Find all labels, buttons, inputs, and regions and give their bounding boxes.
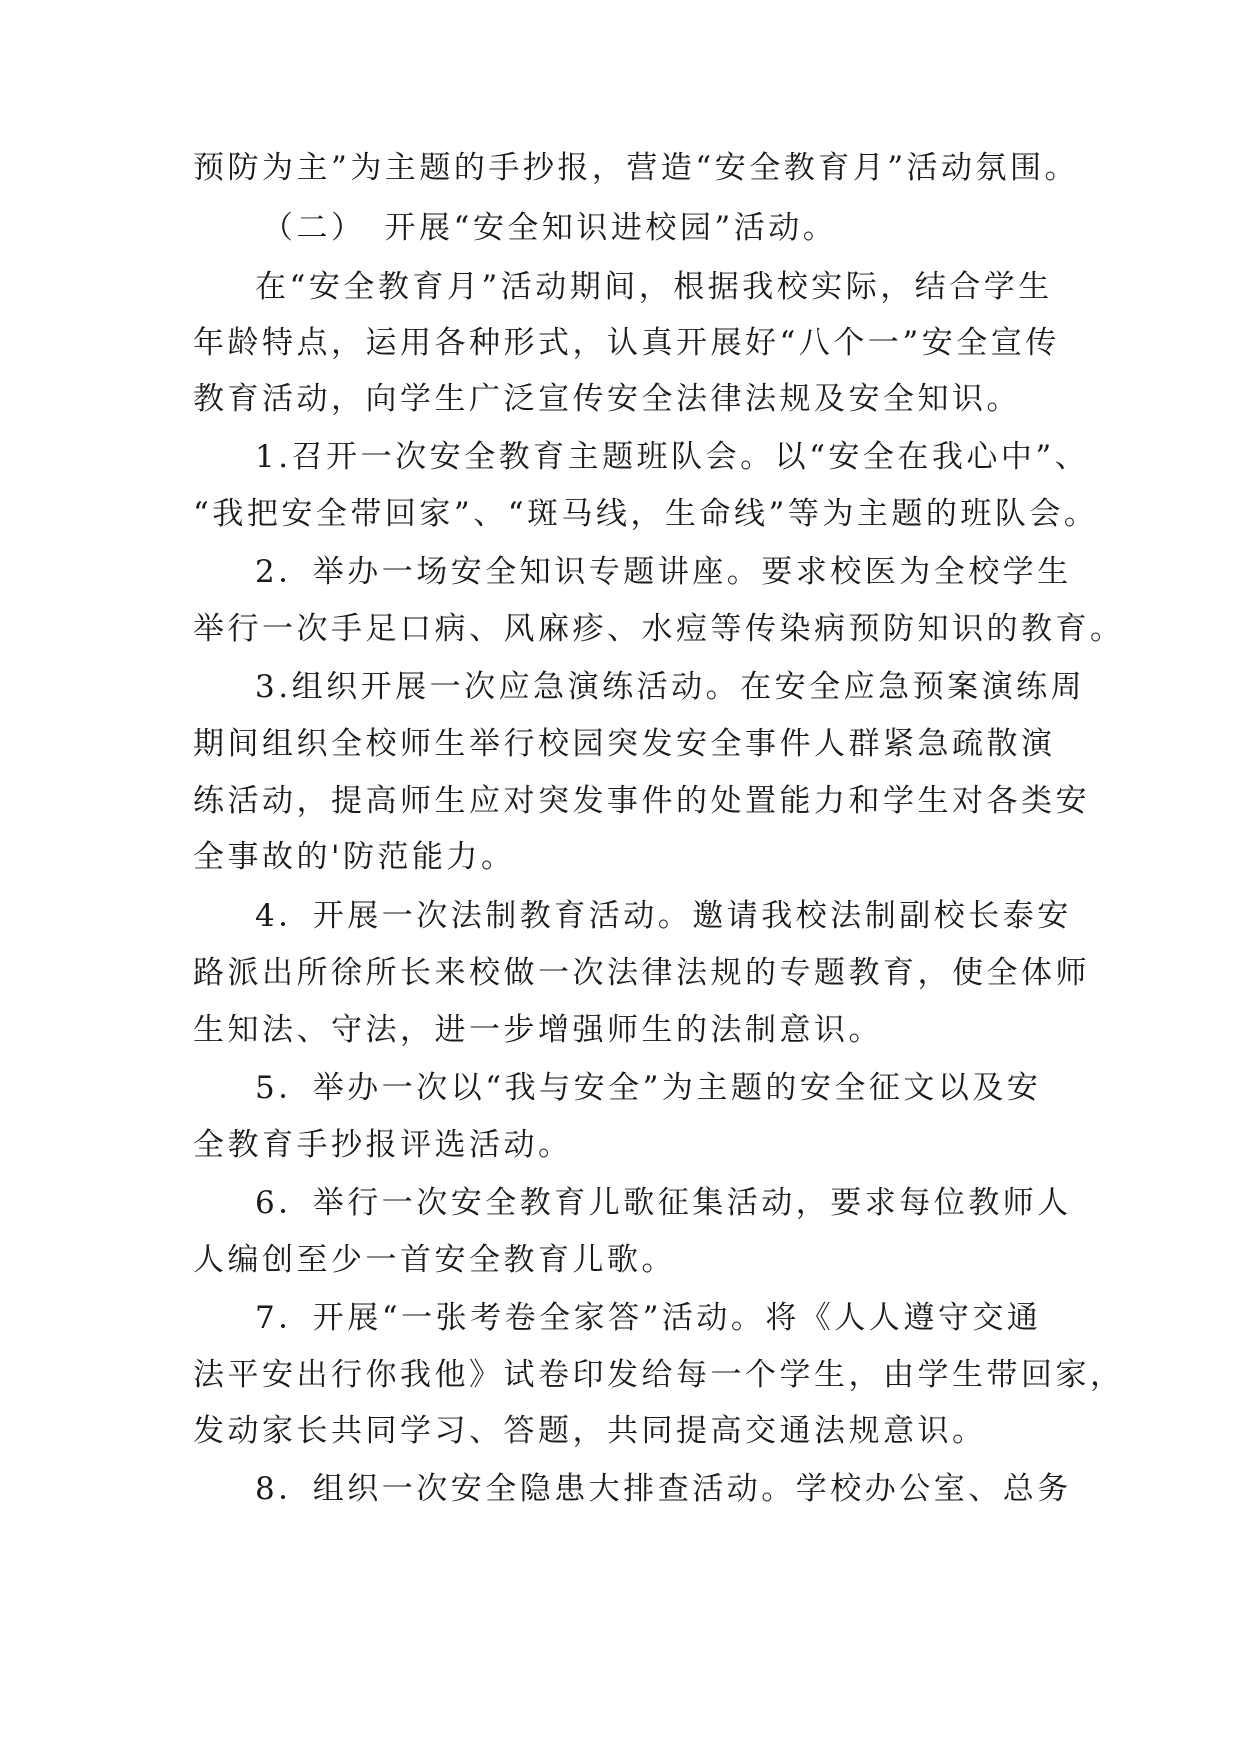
list-item-line: 5．举办一次以“我与安全”为主题的安全征文以及安 (255, 1070, 1042, 1106)
list-item-line: 1.召开一次安全教育主题班队会。以“安全在我心中”、 (255, 439, 1090, 475)
list-item-line: 举行一次手足口病、风麻疹、水痘等传染病预防知识的教育。 (193, 611, 1125, 647)
list-item-line: 3.组织开展一次应急演练活动。在安全应急预案演练周 (255, 669, 1086, 705)
list-item-line: 4．开展一次法制教育活动。邀请我校法制副校长泰安 (255, 898, 1072, 934)
section-heading: （二） 开展“安全知识进校园”活动。 (262, 210, 838, 246)
list-item-line: 法平安出行你我他》试卷印发给每一个学生，由学生带回家， (193, 1357, 1125, 1393)
list-item-line: 2．举办一场安全知识专题讲座。要求校医为全校学生 (255, 554, 1072, 590)
paragraph-line: 年龄特点，运用各种形式，认真开展好“八个一”安全宣传 (193, 325, 1060, 361)
list-item-line: 人编创至少一首安全教育儿歌。 (193, 1242, 676, 1278)
paragraph-line: 教育活动，向学生广泛宣传安全法律法规及安全知识。 (193, 381, 1021, 417)
list-item-line: 期间组织全校师生举行校园突发安全事件人群紧急疏散演 (193, 726, 1056, 762)
list-item-line: 全教育手抄报评选活动。 (193, 1127, 573, 1163)
paragraph-line: 预防为主”为主题的手抄报，营造“安全教育月”活动氛围。 (193, 150, 1080, 186)
list-item-line: 发动家长共同学习、答题，共同提高交通法规意识。 (193, 1413, 987, 1449)
list-item-line: 生知法、守法，进一步增强师生的法制意识。 (193, 1012, 883, 1048)
list-item-line: “我把安全带回家”、“斑马线，生命线”等为主题的班队会。 (193, 496, 1099, 532)
list-item-line: 7．开展“一张考卷全家答”活动。将《人人遵守交通 (255, 1300, 1042, 1336)
list-item-line: 练活动，提高师生应对突发事件的处置能力和学生对各类安 (193, 783, 1090, 819)
list-item-line: 6．举行一次安全教育儿歌征集活动，要求每位教师人 (255, 1185, 1072, 1221)
paragraph-line: 在“安全教育月”活动期间，根据我校实际，结合学生 (255, 269, 1053, 305)
list-item-line: 全事故的'防范能力。 (193, 839, 516, 875)
list-item-line: 8．组织一次安全隐患大排查活动。学校办公室、总务 (255, 1471, 1072, 1507)
list-item-line: 路派出所徐所长来校做一次法律法规的专题教育，使全体师 (193, 955, 1090, 991)
